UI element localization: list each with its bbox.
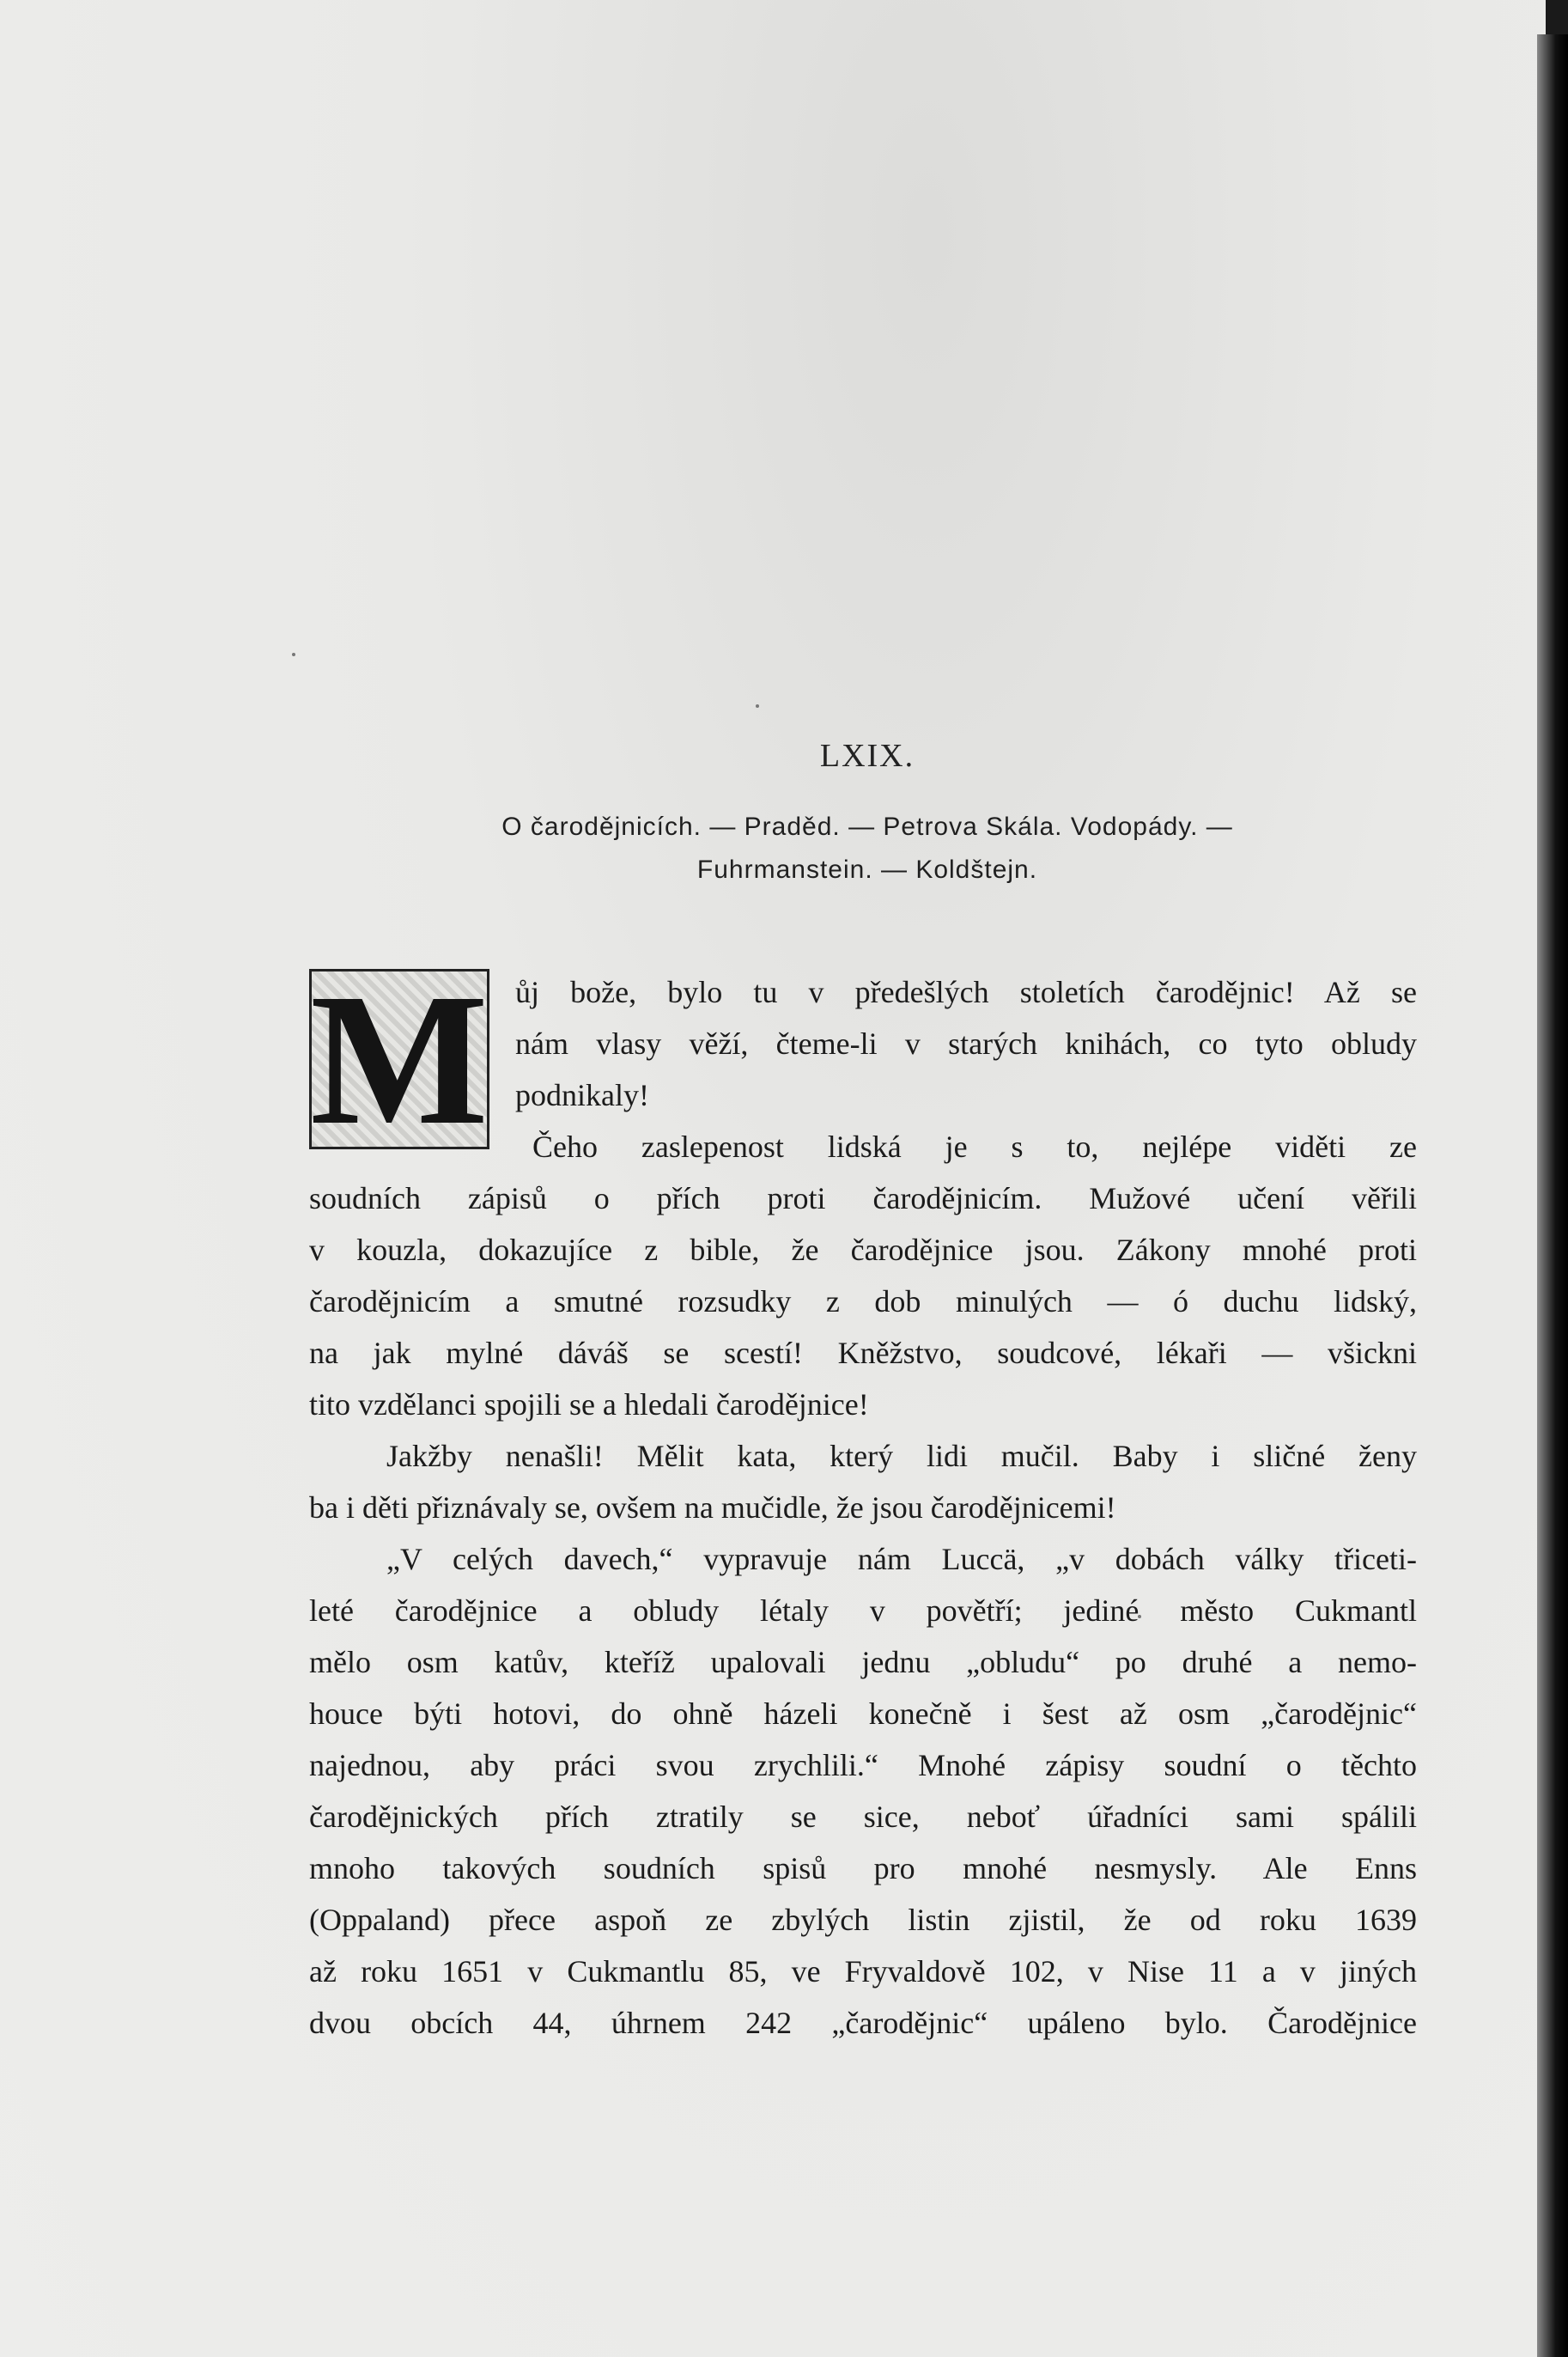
speck <box>292 653 295 656</box>
text-line: Jakžby nenašli! Mělit kata, který lidi mučil. Baby i sličné ženy <box>386 1439 1417 1473</box>
paragraph-2 <box>309 1121 1417 1430</box>
paragraph-1 <box>309 966 1417 1121</box>
text-line: mělo osm katův, kteříž upalovali jednu „obludu“ po druhé a nemo- <box>309 1645 1417 1679</box>
text-line: podnikaly! <box>515 1078 649 1112</box>
text-line: dvou obcích 44, úhrnem 242 „čarodějnic“ upáleno bylo. Čarodějnice <box>309 2006 1417 2040</box>
text-line: „V celých davech,“ vypravuje nám Luccä, „v dobách války třiceti- <box>386 1542 1417 1576</box>
text-line: najednou, aby práci svou zrychlili.“ Mnohé zápisy soudní o těchto <box>309 1748 1417 1782</box>
speck <box>756 704 759 708</box>
text-line: tito vzdělanci spojili se a hledali čarodějnice! <box>309 1387 869 1422</box>
text-line: ba i děti přiznávaly se, ovšem na mučidle, že jsou čarodějnicemi! <box>309 1490 1116 1525</box>
text-line: leté čarodějnice a obludy létaly v povětří; jediné město Cukmantl <box>309 1593 1417 1628</box>
chapter-number: LXIX. <box>819 738 915 774</box>
subtitle-line-2: Fuhrmanstein. — Koldštejn. <box>696 856 1038 884</box>
paragraph-3 <box>309 1430 1417 1533</box>
text-line: mnoho takových soudních spisů pro mnohé nesmysly. Ale Enns <box>309 1851 1417 1885</box>
text-line: houce býti hotovi, do ohně házeli konečně i šest až osm „čarodějnic“ <box>309 1696 1417 1731</box>
text-line: na jak mylné dáváš se scestí! Kněžstvo, soudcové, lékaři — všickni <box>309 1336 1417 1370</box>
text-line: Čeho zaslepenost lidská je s to, nejlépe viděti ze <box>532 1130 1417 1164</box>
text-line: soudních zápisů o přích proti čarodějnicím. Mužové učení věřili <box>309 1181 1417 1215</box>
page-edge-shadow <box>1537 34 1568 2357</box>
text-line: až roku 1651 v Cukmantlu 85, ve Fryvaldově 102, v Nise 11 a v jiných <box>309 1954 1417 1989</box>
text-line: čarodějnických přích ztratily se sice, neboť úřadníci sami spálili <box>309 1800 1417 1834</box>
chapter-subtitle <box>0 806 1568 892</box>
text-line: ůj bože, bylo tu v předešlých stoletích čarodějnic! Až se <box>515 975 1417 1009</box>
drop-initial-letter: M <box>310 954 489 1164</box>
text-line: (Oppaland) přece aspoň ze zbylých listin zjistil, že od roku 1639 <box>309 1903 1417 1937</box>
body-text <box>309 954 1417 2049</box>
paragraph-4 <box>309 1533 1417 2049</box>
text-line: čarodějnicím a smutné rozsudky z dob minulých — ó duchu lidský, <box>309 1284 1417 1319</box>
text-line: v kouzla, dokazujíce z bible, že čarodějnice jsou. Zákony mnohé proti <box>309 1233 1417 1267</box>
subtitle-line-1: O čarodějnicích. — Praděd. — Petrova Skála. Vodopády. — <box>501 813 1233 841</box>
text-line: nám vlasy věží, čteme-li v starých knihách, co tyto obludy <box>515 1026 1417 1061</box>
